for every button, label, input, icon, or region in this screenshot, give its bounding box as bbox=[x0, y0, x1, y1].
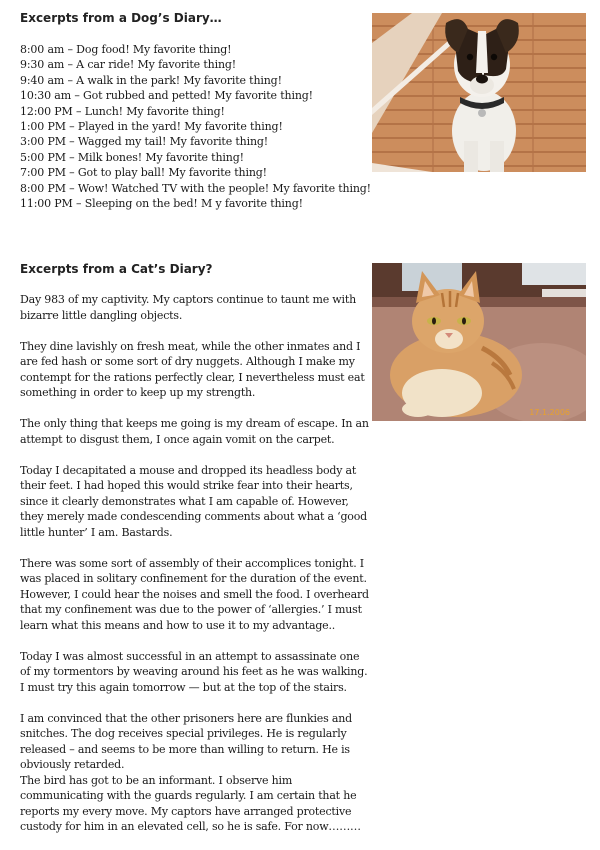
diary-entry: 8:00 am – Dog food! My favorite thing! bbox=[20, 43, 232, 56]
dog-photo bbox=[372, 13, 586, 172]
diary-paragraph: There was some sort of assembly of their accomplices tonight. I was placed in solitary confinement for the duration of the event. However, I could hear the noises and smell the food. I overheard that my confinement was due to the power of ‘allergies.’ I must learn what this means and how to use it to my advantage.. bbox=[20, 556, 369, 632]
diary-paragraph: I am convinced that the other prisoners here are flunkies and snitches. The dog receives special privileges. He is regularly released – and seems to be more than willing to return. He is obviously retarded. bbox=[20, 711, 352, 771]
diary-entry: 3:00 PM – Wagged my tail! My favorite thing! bbox=[20, 135, 269, 149]
cat-photo bbox=[372, 263, 586, 421]
diary-entry: 5:00 PM – Milk bones! My favorite thing! bbox=[20, 150, 244, 164]
diary-entry: 8:00 PM – Wow! Watched TV with the people! My favorite thing! bbox=[20, 181, 371, 195]
diary-paragraph: The only thing that keeps me going is my dream of escape. In an attempt to disgust them, I once again vomit on the carpet. bbox=[20, 417, 369, 446]
diary-entry: 10:30 am – Got rubbed and petted! My favorite thing! bbox=[20, 89, 313, 103]
diary-entry: 7:00 PM – Got to play ball! My favorite thing! bbox=[20, 166, 267, 180]
diary-paragraph: The bird has got to be an informant. I observe him communicating with the guards regularly. I am certain that he reports my every move. My captors have arranged protective custody for him in an elevated cell, so he is safe. For now……… bbox=[20, 773, 361, 833]
diary-paragraph: Today I was almost successful in an attempt to assassinate one of my tormentors by weaving around his feet as he was walking. I must try this again tomorrow — but at the top of the stairs. bbox=[20, 649, 368, 694]
diary-entry: 12:00 PM – Lunch! My favorite thing! bbox=[20, 104, 225, 118]
diary-paragraph: Today I decapitated a mouse and dropped its headless body at their feet. I had hoped this would strike fear into their hearts, since it clearly demonstrates what I am capable of. However, they merely made condescending comments about what a ‘good little hunter’ I am. Bastards. bbox=[20, 463, 367, 539]
diary-paragraph: Day 983 of my captivity. My captors continue to taunt me with bizarre little dangling objects. bbox=[20, 293, 356, 322]
diary-entry: 1:00 PM – Played in the yard! My favorite thing! bbox=[20, 120, 283, 134]
photo-date-stamp: 17.1.2006 bbox=[529, 408, 570, 417]
cat-diary-body bbox=[20, 292, 370, 850]
diary-entry: 9:30 am – A car ride! My favorite thing! bbox=[20, 58, 237, 72]
dog-diary-heading: Excerpts from a Dog’s Diary… bbox=[20, 11, 222, 25]
dog-diary-entries bbox=[20, 42, 371, 211]
diary-paragraph: They dine lavishly on fresh meat, while the other inmates and I are fed hash or some sort of dry nuggets. Although I make my contempt for the rations perfectly clear, I nevertheless must eat something in order to keep up my strength. bbox=[20, 339, 365, 399]
diary-entry: 11:00 PM – Sleeping on the bed! M y favorite thing! bbox=[20, 197, 303, 211]
cat-diary-heading: Excerpts from a Cat’s Diary? bbox=[20, 262, 213, 276]
diary-entry: 9:40 am – A walk in the park! My favorite thing! bbox=[20, 73, 282, 87]
